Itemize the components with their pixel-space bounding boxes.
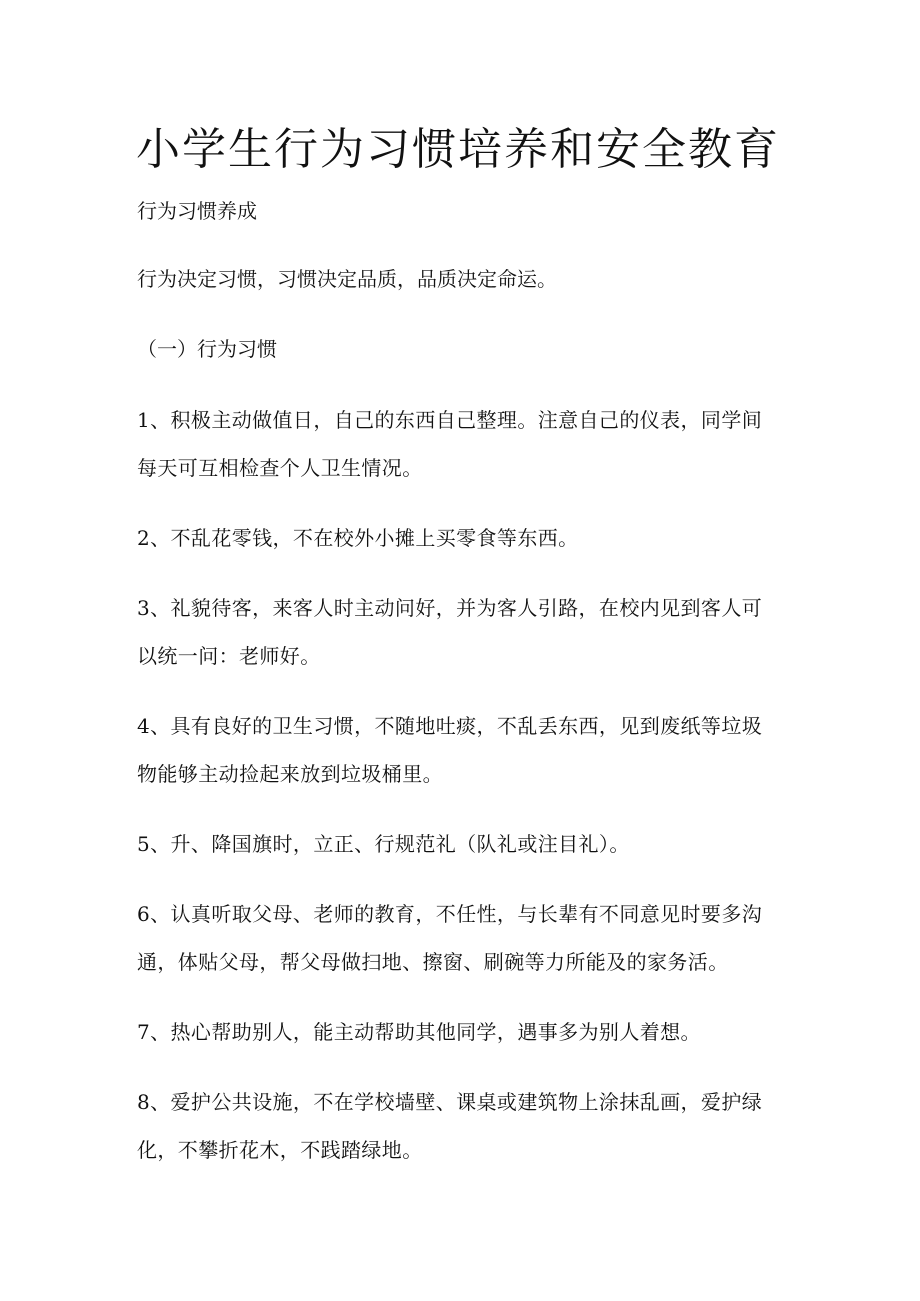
list-item: 1、积极主动做值日，自己的东西自己整理。注意自己的仪表，同学间每天可互相检查个人卫生情况。 [137, 408, 763, 480]
list-item: 5、升、降国旗时，立正、行规范礼（队礼或注目礼）。 [137, 832, 630, 856]
list-item: 6、认真听取父母、老师的教育，不任性，与长辈有不同意见时要多沟通，体贴父母，帮父母做扫地、擦窗、刷碗等力所能及的家务活。 [137, 902, 763, 974]
list-item: 2、不乱花零钱，不在校外小摊上买零食等东西。 [137, 526, 579, 550]
list-item: 4、具有良好的卫生习惯，不随地吐痰，不乱丢东西，见到废纸等垃圾物能够主动捡起来放到垃圾桶里。 [137, 714, 763, 786]
document-subtitle: 行为习惯养成 [137, 199, 257, 223]
motto-line: 行为决定习惯，习惯决定品质，品质决定命运。 [137, 267, 557, 291]
list-item: 7、热心帮助别人，能主动帮助其他同学，遇事多为别人着想。 [137, 1020, 701, 1044]
section-heading: （一）行为习惯 [137, 337, 277, 361]
list-item: 3、礼貌待客，来客人时主动问好，并为客人引路，在校内见到客人可以统一问：老师好。 [137, 596, 763, 668]
list-item: 8、爱护公共设施，不在学校墙壁、课桌或建筑物上涂抹乱画，爱护绿化，不攀折花木，不践踏绿地。 [137, 1090, 763, 1162]
document-title: 小学生行为习惯培养和安全教育 [136, 124, 780, 175]
